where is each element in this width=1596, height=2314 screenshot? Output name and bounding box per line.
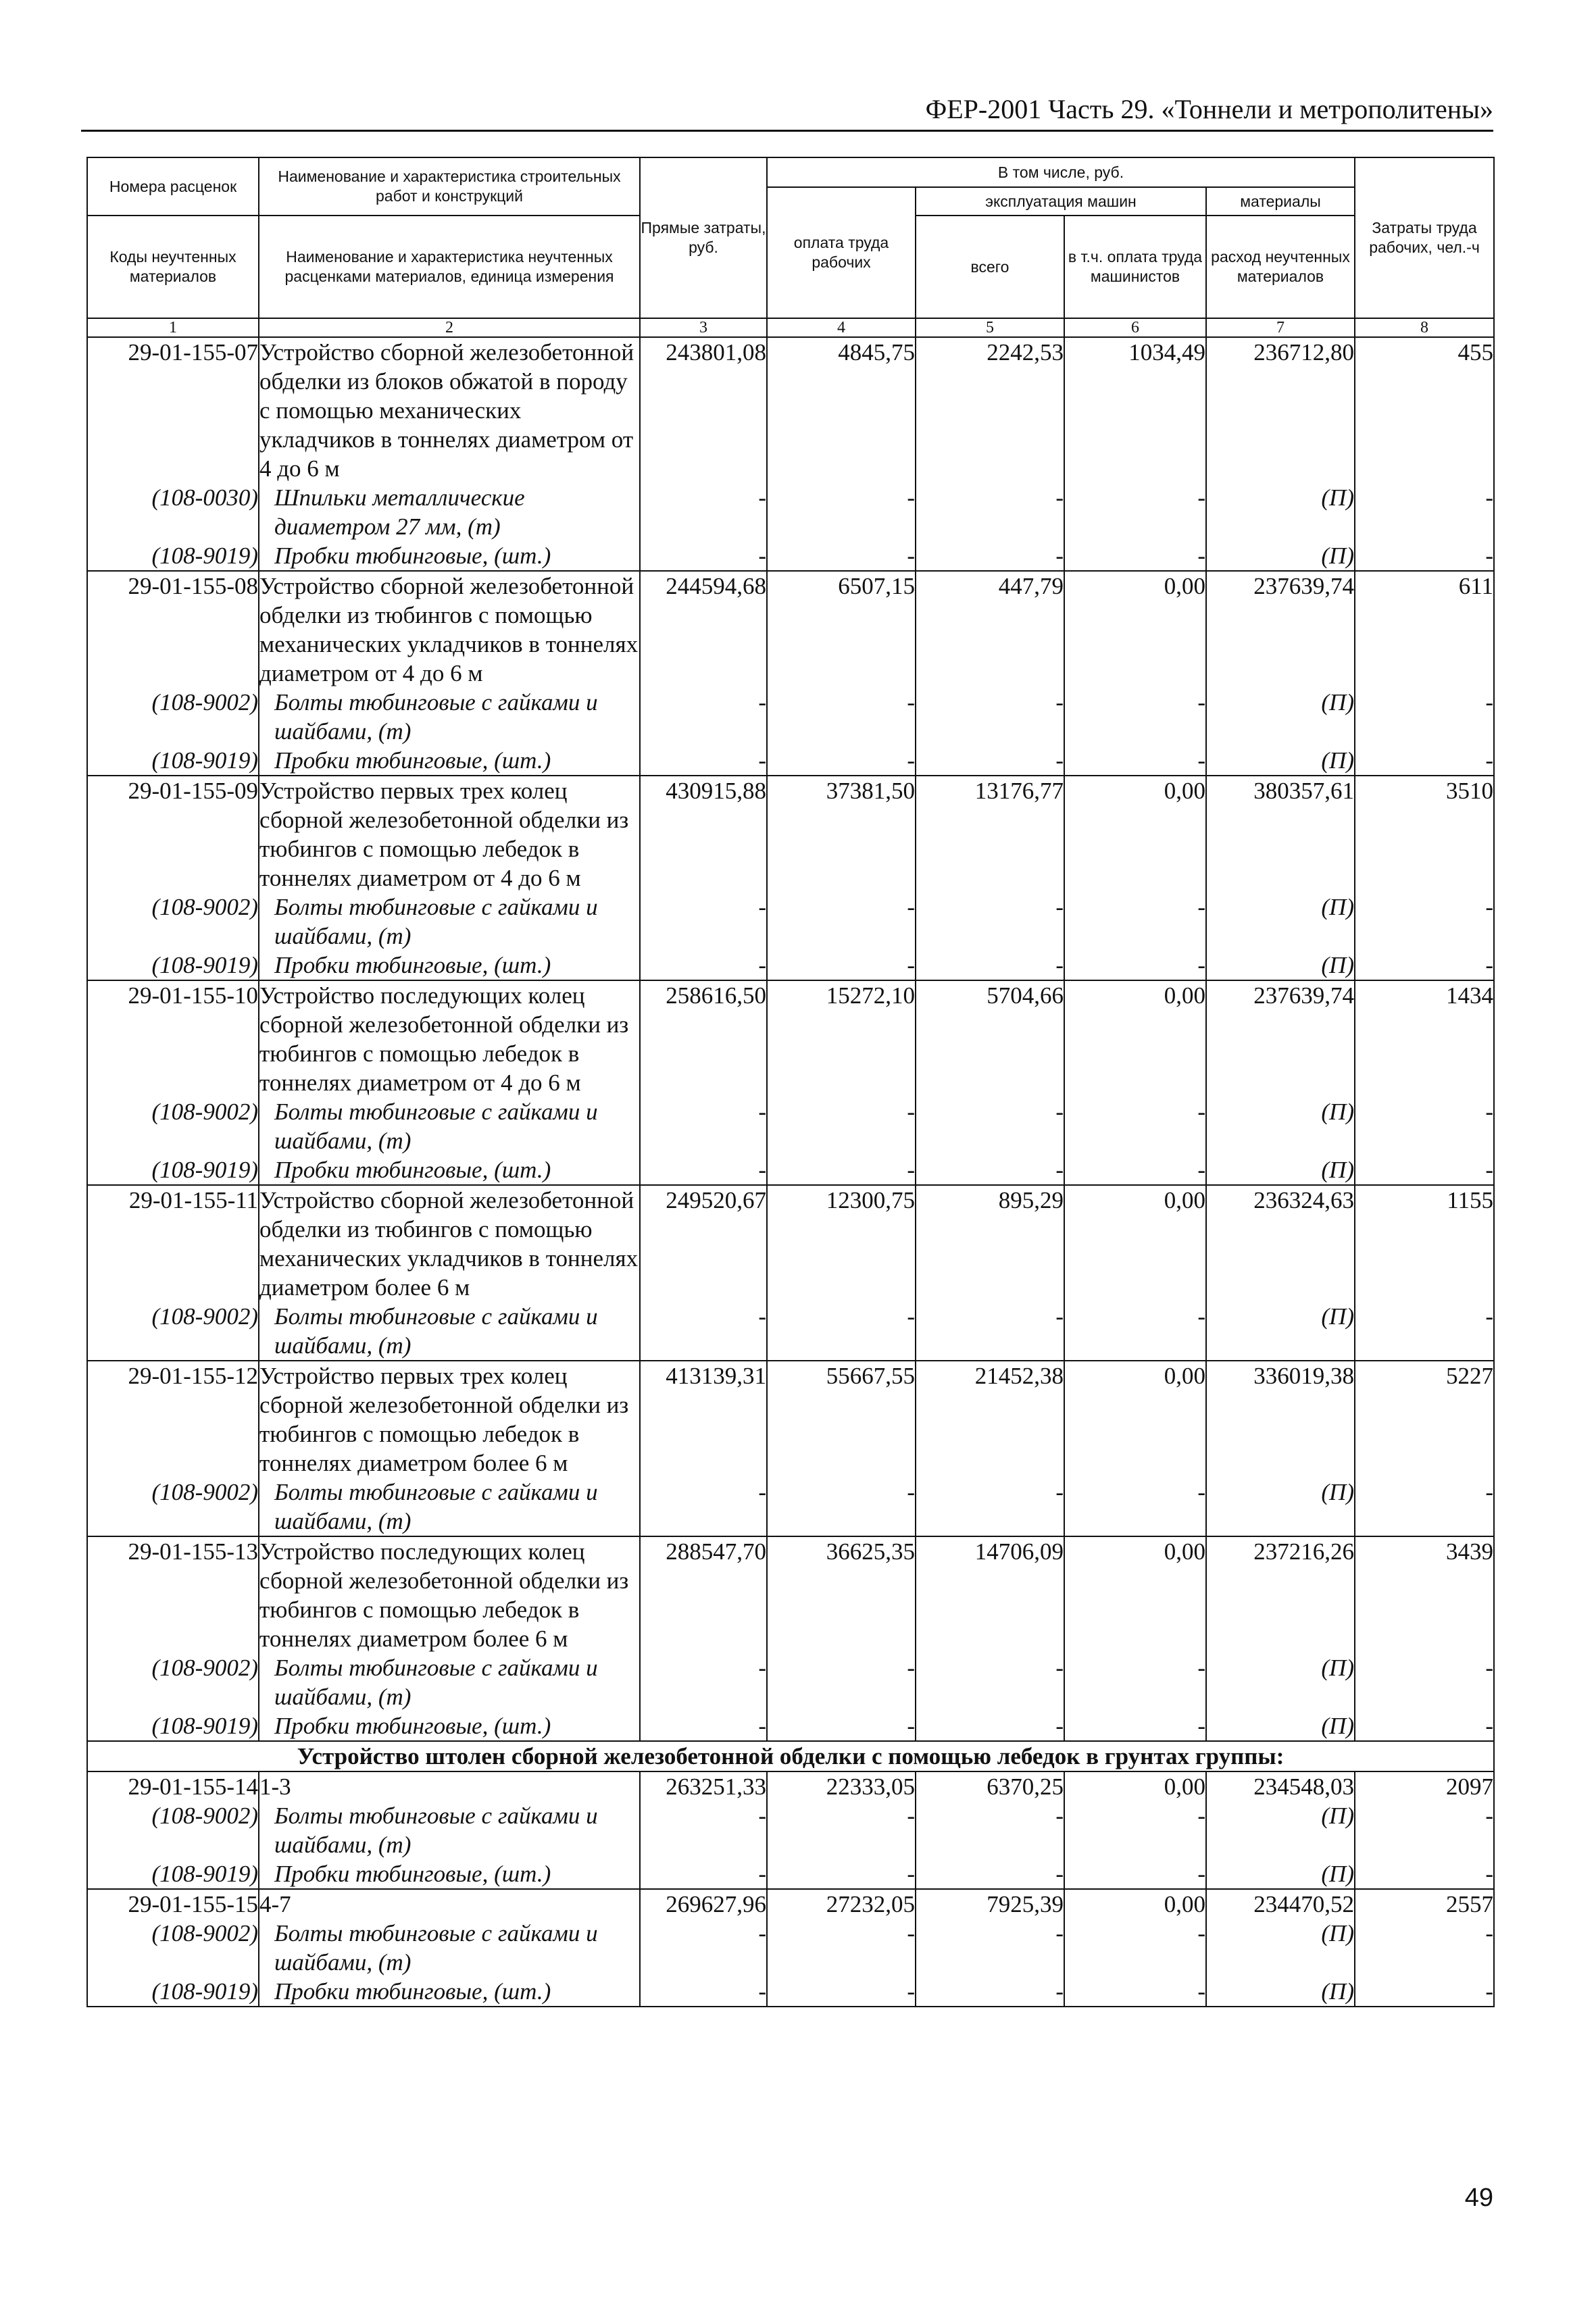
labor-costs-cell: - <box>1355 688 1494 746</box>
rates-table <box>86 157 1495 2007</box>
rate-row <box>87 980 1494 1097</box>
column-number: 1 <box>87 318 259 337</box>
material-description: Шпильки металлические диаметром 27 мм, (т) <box>259 483 640 541</box>
machinist-pay-cell: - <box>1064 1653 1206 1711</box>
work-description: Устройство первых трех колец сборной железобетонной обделки из тюбингов с помощью лебедок в тоннелях диаметром от 4 до 6 м <box>259 776 640 892</box>
direct-costs-cell: 288547,70 <box>640 1536 767 1653</box>
rate-row <box>87 571 1494 688</box>
worker-pay-cell: 15272,10 <box>767 980 916 1097</box>
labor-costs-cell: - <box>1355 892 1494 951</box>
machines-total-cell: 13176,77 <box>916 776 1064 892</box>
labor-costs-cell: - <box>1355 541 1494 571</box>
worker-pay-cell: 6507,15 <box>767 571 916 688</box>
material-description: Болты тюбинговые с гайками и шайбами, (т) <box>259 1919 640 1977</box>
materials-cell: (П) <box>1206 1155 1355 1185</box>
materials-cell: (П) <box>1206 1478 1355 1536</box>
machines-total-cell: 6370,25 <box>916 1771 1064 1801</box>
material-description: Пробки тюбинговые, (шт.) <box>259 1977 640 2007</box>
direct-costs-cell: 430915,88 <box>640 776 767 892</box>
column-number: 5 <box>916 318 1064 337</box>
machines-total-cell: 5704,66 <box>916 980 1064 1097</box>
material-description: Пробки тюбинговые, (шт.) <box>259 746 640 776</box>
machinist-pay-cell: - <box>1064 1097 1206 1155</box>
rate-code: 29-01-155-15 <box>87 1889 259 1919</box>
material-description: Болты тюбинговые с гайками и шайбами, (т) <box>259 1302 640 1361</box>
worker-pay-cell: - <box>767 1155 916 1185</box>
direct-costs-cell: - <box>640 1919 767 1977</box>
materials-cell: 234470,52 <box>1206 1889 1355 1919</box>
materials-cell: (П) <box>1206 1919 1355 1977</box>
machinist-pay-cell: - <box>1064 1711 1206 1741</box>
material-row <box>87 688 1494 746</box>
materials-cell: 237216,26 <box>1206 1536 1355 1653</box>
machines-total-cell: - <box>916 1653 1064 1711</box>
column-number: 8 <box>1355 318 1494 337</box>
work-description: Устройство сборной железобетонной обделки из тюбингов с помощью механических укладчиков в тоннелях диаметром от 4 до 6 м <box>259 571 640 688</box>
machines-total-cell: 14706,09 <box>916 1536 1064 1653</box>
materials-cell: 237639,74 <box>1206 980 1355 1097</box>
worker-pay-cell: 36625,35 <box>767 1536 916 1653</box>
work-description: Устройство сборной железобетонной обделки из блоков обжатой в породу с помощью механических укладчиков в тоннелях диаметром от 4 до 6 м <box>259 337 640 483</box>
machines-total-cell: 447,79 <box>916 571 1064 688</box>
machines-total-cell: - <box>916 951 1064 980</box>
column-numbers-row <box>87 318 1494 337</box>
machinist-pay-cell: 0,00 <box>1064 776 1206 892</box>
direct-costs-cell: 258616,50 <box>640 980 767 1097</box>
rate-code: 29-01-155-10 <box>87 980 259 1097</box>
materials-cell: (П) <box>1206 1097 1355 1155</box>
machinist-pay-cell: 0,00 <box>1064 980 1206 1097</box>
material-row <box>87 1653 1494 1711</box>
labor-costs-cell: - <box>1355 746 1494 776</box>
direct-costs-cell: 413139,31 <box>640 1361 767 1478</box>
rate-code: 29-01-155-14 <box>87 1771 259 1801</box>
rate-row <box>87 1185 1494 1302</box>
materials-cell: (П) <box>1206 951 1355 980</box>
material-description: Пробки тюбинговые, (шт.) <box>259 1155 640 1185</box>
material-code: (108-9019) <box>87 1977 259 2007</box>
worker-pay-cell: 37381,50 <box>767 776 916 892</box>
work-description: Устройство первых трех колец сборной железобетонной обделки из тюбингов с помощью лебедок в тоннелях диаметром более 6 м <box>259 1361 640 1478</box>
materials-cell: (П) <box>1206 1302 1355 1361</box>
rate-code: 29-01-155-07 <box>87 337 259 483</box>
material-code: (108-9002) <box>87 1919 259 1977</box>
labor-costs-cell: 3510 <box>1355 776 1494 892</box>
labor-costs-cell: 611 <box>1355 571 1494 688</box>
worker-pay-cell: - <box>767 1977 916 2007</box>
header-machines-total: всего <box>916 216 1064 318</box>
materials-cell: 380357,61 <box>1206 776 1355 892</box>
material-row <box>87 1977 1494 2007</box>
rate-code: 29-01-155-12 <box>87 1361 259 1478</box>
labor-costs-cell: - <box>1355 1919 1494 1977</box>
machines-total-cell: - <box>916 892 1064 951</box>
material-row <box>87 746 1494 776</box>
materials-cell: (П) <box>1206 746 1355 776</box>
direct-costs-cell: - <box>640 892 767 951</box>
machines-total-cell: - <box>916 483 1064 541</box>
header-worker-pay: оплата труда рабочих <box>767 187 916 318</box>
rate-row <box>87 337 1494 483</box>
machines-total-cell: 2242,53 <box>916 337 1064 483</box>
work-description: Устройство сборной железобетонной обделки из тюбингов с помощью механических укладчиков в тоннелях диаметром более 6 м <box>259 1185 640 1302</box>
machinist-pay-cell: 0,00 <box>1064 1889 1206 1919</box>
material-code: (108-9019) <box>87 1155 259 1185</box>
machinist-pay-cell: - <box>1064 541 1206 571</box>
column-number: 7 <box>1206 318 1355 337</box>
worker-pay-cell: - <box>767 1859 916 1889</box>
materials-cell: 336019,38 <box>1206 1361 1355 1478</box>
direct-costs-cell: - <box>640 1478 767 1536</box>
direct-costs-cell: 243801,08 <box>640 337 767 483</box>
machines-total-cell: - <box>916 541 1064 571</box>
machines-total-cell: - <box>916 1302 1064 1361</box>
material-row <box>87 541 1494 571</box>
labor-costs-cell: - <box>1355 483 1494 541</box>
material-code: (108-9002) <box>87 1478 259 1536</box>
work-description: 1-3 <box>259 1771 640 1801</box>
section-heading-row <box>87 1741 1494 1771</box>
worker-pay-cell: - <box>767 483 916 541</box>
worker-pay-cell: - <box>767 1801 916 1859</box>
header-work-description: Наименование и характеристика строительных работ и конструкций <box>259 157 640 216</box>
machinist-pay-cell: - <box>1064 1302 1206 1361</box>
materials-cell: 236324,63 <box>1206 1185 1355 1302</box>
direct-costs-cell: - <box>640 1155 767 1185</box>
machines-total-cell: - <box>916 1155 1064 1185</box>
worker-pay-cell: 22333,05 <box>767 1771 916 1801</box>
direct-costs-cell: 249520,67 <box>640 1185 767 1302</box>
material-row <box>87 892 1494 951</box>
material-code: (108-9002) <box>87 1801 259 1859</box>
machines-total-cell: - <box>916 688 1064 746</box>
worker-pay-cell: - <box>767 688 916 746</box>
worker-pay-cell: - <box>767 1711 916 1741</box>
header-machine-operation: эксплуатация машин <box>916 187 1206 216</box>
machinist-pay-cell: 1034,49 <box>1064 337 1206 483</box>
worker-pay-cell: - <box>767 1097 916 1155</box>
labor-costs-cell: - <box>1355 1478 1494 1536</box>
labor-costs-cell: - <box>1355 1801 1494 1859</box>
material-code: (108-9019) <box>87 746 259 776</box>
work-description: Устройство последующих колец сборной железобетонной обделки из тюбингов с помощью лебедок в тоннелях диаметром более 6 м <box>259 1536 640 1653</box>
table-body <box>87 337 1494 2007</box>
worker-pay-cell: - <box>767 1478 916 1536</box>
material-code: (108-9002) <box>87 1302 259 1361</box>
machines-total-cell: - <box>916 1478 1064 1536</box>
machinist-pay-cell: - <box>1064 1155 1206 1185</box>
machines-total-cell: - <box>916 1977 1064 2007</box>
header-material-consumption: расход неучтенных материалов <box>1206 216 1355 318</box>
material-description: Пробки тюбинговые, (шт.) <box>259 951 640 980</box>
material-row <box>87 1859 1494 1889</box>
material-code: (108-9019) <box>87 1711 259 1741</box>
header-direct-costs: Прямые затраты, руб. <box>640 157 767 318</box>
worker-pay-cell: - <box>767 951 916 980</box>
materials-cell: (П) <box>1206 1977 1355 2007</box>
machinist-pay-cell: 0,00 <box>1064 571 1206 688</box>
direct-costs-cell: - <box>640 1711 767 1741</box>
material-row <box>87 1478 1494 1536</box>
material-row <box>87 1097 1494 1155</box>
rate-code: 29-01-155-08 <box>87 571 259 688</box>
page-header: ФЕР-2001 Часть 29. «Тоннели и метрополитены» <box>925 94 1493 124</box>
machinist-pay-cell: - <box>1064 1478 1206 1536</box>
rate-code: 29-01-155-11 <box>87 1185 259 1302</box>
materials-cell: 234548,03 <box>1206 1771 1355 1801</box>
material-row <box>87 1711 1494 1741</box>
page-number: 49 <box>1464 2184 1493 2212</box>
labor-costs-cell: - <box>1355 1097 1494 1155</box>
materials-cell: 236712,80 <box>1206 337 1355 483</box>
material-description: Болты тюбинговые с гайками и шайбами, (т) <box>259 1801 640 1859</box>
machines-total-cell: - <box>916 1097 1064 1155</box>
material-row <box>87 1919 1494 1977</box>
rate-row <box>87 1771 1494 1801</box>
material-code: (108-9019) <box>87 1859 259 1889</box>
material-description: Пробки тюбинговые, (шт.) <box>259 1859 640 1889</box>
labor-costs-cell: - <box>1355 1859 1494 1889</box>
labor-costs-cell: - <box>1355 1711 1494 1741</box>
materials-cell: (П) <box>1206 892 1355 951</box>
materials-cell: (П) <box>1206 1801 1355 1859</box>
column-number: 3 <box>640 318 767 337</box>
machinist-pay-cell: 0,00 <box>1064 1771 1206 1801</box>
direct-costs-cell: 244594,68 <box>640 571 767 688</box>
labor-costs-cell: 1155 <box>1355 1185 1494 1302</box>
machinist-pay-cell: - <box>1064 483 1206 541</box>
material-description: Болты тюбинговые с гайками и шайбами, (т) <box>259 1653 640 1711</box>
machines-total-cell: - <box>916 746 1064 776</box>
direct-costs-cell: - <box>640 1977 767 2007</box>
direct-costs-cell: - <box>640 951 767 980</box>
machinist-pay-cell: - <box>1064 1859 1206 1889</box>
labor-costs-cell: 2557 <box>1355 1889 1494 1919</box>
worker-pay-cell: - <box>767 746 916 776</box>
machinist-pay-cell: 0,00 <box>1064 1361 1206 1478</box>
rate-row <box>87 776 1494 892</box>
material-code: (108-9002) <box>87 1653 259 1711</box>
labor-costs-cell: 5227 <box>1355 1361 1494 1478</box>
work-description: 4-7 <box>259 1889 640 1919</box>
labor-costs-cell: - <box>1355 1302 1494 1361</box>
direct-costs-cell: - <box>640 1801 767 1859</box>
materials-cell: (П) <box>1206 688 1355 746</box>
header-material-codes: Коды неучтенных материалов <box>87 216 259 318</box>
material-code: (108-9002) <box>87 1097 259 1155</box>
header-including-group: В том числе, руб. <box>767 157 1355 187</box>
material-code: (108-0030) <box>87 483 259 541</box>
material-code: (108-9002) <box>87 688 259 746</box>
material-row <box>87 951 1494 980</box>
machinist-pay-cell: 0,00 <box>1064 1536 1206 1653</box>
labor-costs-cell: 1434 <box>1355 980 1494 1097</box>
worker-pay-cell: - <box>767 1919 916 1977</box>
header-labor-costs: Затраты труда рабочих, чел.-ч <box>1355 157 1494 318</box>
worker-pay-cell: 27232,05 <box>767 1889 916 1919</box>
rate-row <box>87 1536 1494 1653</box>
materials-cell: (П) <box>1206 1653 1355 1711</box>
direct-costs-cell: - <box>640 688 767 746</box>
labor-costs-cell: - <box>1355 951 1494 980</box>
worker-pay-cell: 55667,55 <box>767 1361 916 1478</box>
material-description: Болты тюбинговые с гайками и шайбами, (т) <box>259 1097 640 1155</box>
table-header <box>87 157 1494 337</box>
material-description: Болты тюбинговые с гайками и шайбами, (т) <box>259 892 640 951</box>
material-row <box>87 483 1494 541</box>
direct-costs-cell: - <box>640 1859 767 1889</box>
machines-total-cell: 895,29 <box>916 1185 1064 1302</box>
material-code: (108-9002) <box>87 892 259 951</box>
material-row <box>87 1801 1494 1859</box>
labor-costs-cell: - <box>1355 1653 1494 1711</box>
machines-total-cell: 21452,38 <box>916 1361 1064 1478</box>
rate-code: 29-01-155-13 <box>87 1536 259 1653</box>
material-description: Болты тюбинговые с гайками и шайбами, (т) <box>259 1478 640 1536</box>
header-rate-numbers: Номера расценок <box>87 157 259 216</box>
labor-costs-cell: 2097 <box>1355 1771 1494 1801</box>
machines-total-cell: - <box>916 1711 1064 1741</box>
header-materials: материалы <box>1206 187 1355 216</box>
direct-costs-cell: 269627,96 <box>640 1889 767 1919</box>
labor-costs-cell: 455 <box>1355 337 1494 483</box>
header-rule <box>81 130 1493 132</box>
direct-costs-cell: - <box>640 746 767 776</box>
machinist-pay-cell: - <box>1064 688 1206 746</box>
materials-cell: (П) <box>1206 483 1355 541</box>
material-description: Пробки тюбинговые, (шт.) <box>259 1711 640 1741</box>
direct-costs-cell: 263251,33 <box>640 1771 767 1801</box>
machines-total-cell: - <box>916 1919 1064 1977</box>
materials-cell: (П) <box>1206 1711 1355 1741</box>
worker-pay-cell: - <box>767 541 916 571</box>
worker-pay-cell: - <box>767 1653 916 1711</box>
material-description: Пробки тюбинговые, (шт.) <box>259 541 640 571</box>
machinist-pay-cell: - <box>1064 1919 1206 1977</box>
work-description: Устройство последующих колец сборной железобетонной обделки из тюбингов с помощью лебедок в тоннелях диаметром от 4 до 6 м <box>259 980 640 1097</box>
column-number: 4 <box>767 318 916 337</box>
column-number: 2 <box>259 318 640 337</box>
rate-row <box>87 1361 1494 1478</box>
worker-pay-cell: - <box>767 892 916 951</box>
material-description: Болты тюбинговые с гайками и шайбами, (т) <box>259 688 640 746</box>
material-row <box>87 1155 1494 1185</box>
direct-costs-cell: - <box>640 1302 767 1361</box>
direct-costs-cell: - <box>640 1097 767 1155</box>
direct-costs-cell: - <box>640 1653 767 1711</box>
rate-row <box>87 1889 1494 1919</box>
machines-total-cell: 7925,39 <box>916 1889 1064 1919</box>
machinist-pay-cell: - <box>1064 1801 1206 1859</box>
direct-costs-cell: - <box>640 541 767 571</box>
worker-pay-cell: - <box>767 1302 916 1361</box>
machinist-pay-cell: - <box>1064 951 1206 980</box>
materials-cell: (П) <box>1206 541 1355 571</box>
rate-code: 29-01-155-09 <box>87 776 259 892</box>
machinist-pay-cell: - <box>1064 892 1206 951</box>
column-number: 6 <box>1064 318 1206 337</box>
labor-costs-cell: 3439 <box>1355 1536 1494 1653</box>
material-row <box>87 1302 1494 1361</box>
header-machinist-pay: в т.ч. оплата труда машинистов <box>1064 216 1206 318</box>
labor-costs-cell: - <box>1355 1155 1494 1185</box>
machinist-pay-cell: 0,00 <box>1064 1185 1206 1302</box>
section-heading: Устройство штолен сборной железобетонной обделки с помощью лебедок в грунтах группы: <box>87 1741 1494 1771</box>
machines-total-cell: - <box>916 1801 1064 1859</box>
machinist-pay-cell: - <box>1064 746 1206 776</box>
material-code: (108-9019) <box>87 951 259 980</box>
materials-cell: (П) <box>1206 1859 1355 1889</box>
machines-total-cell: - <box>916 1859 1064 1889</box>
worker-pay-cell: 12300,75 <box>767 1185 916 1302</box>
direct-costs-cell: - <box>640 483 767 541</box>
materials-cell: 237639,74 <box>1206 571 1355 688</box>
material-code: (108-9019) <box>87 541 259 571</box>
machinist-pay-cell: - <box>1064 1977 1206 2007</box>
labor-costs-cell: - <box>1355 1977 1494 2007</box>
worker-pay-cell: 4845,75 <box>767 337 916 483</box>
header-material-description: Наименование и характеристика неучтенных расценками материалов, единица измерения <box>259 216 640 318</box>
